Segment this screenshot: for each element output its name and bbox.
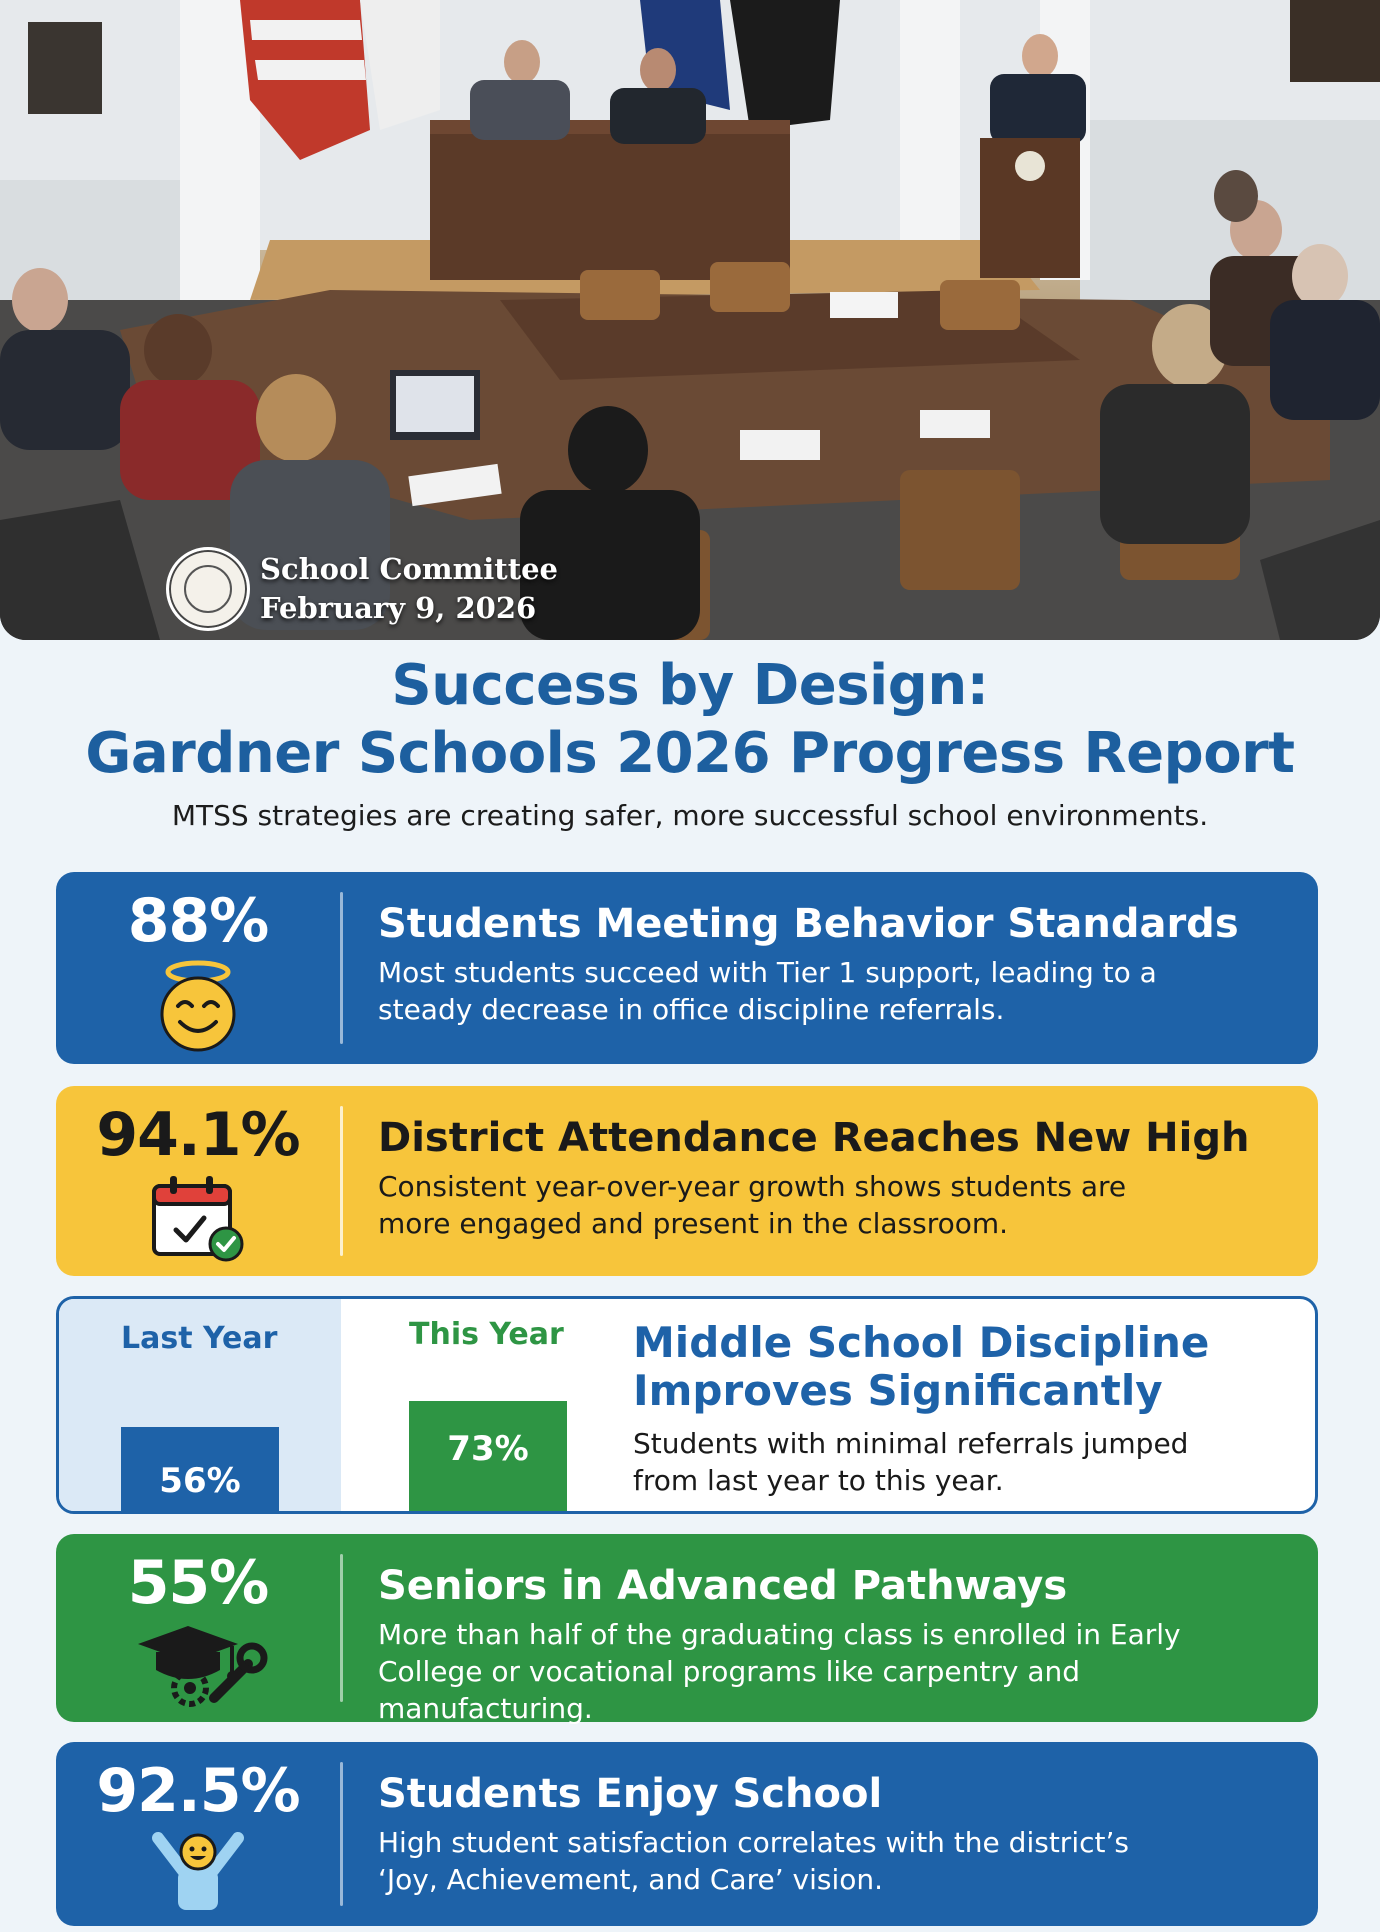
attendance-stat: 94.1% <box>96 1100 300 1170</box>
title-line-1: Success by Design: <box>391 653 989 718</box>
behavior-heading: Students Meeting Behavior Standards <box>378 901 1239 947</box>
attendance-card <box>56 1086 1318 1276</box>
photo-caption <box>166 548 558 630</box>
last-year-label: Last Year <box>121 1321 278 1356</box>
smiling-face-with-halo-icon <box>156 960 240 1052</box>
card-divider <box>340 1762 343 1906</box>
page-subtitle: MTSS strategies are creating safer, more successful school environments. <box>171 799 1209 832</box>
last-year-bar <box>121 1427 279 1511</box>
page-title <box>0 652 1380 788</box>
this-year-label: This Year <box>409 1317 564 1352</box>
calendar-check-icon <box>148 1174 248 1262</box>
discipline-heading-line-2: Improves Significantly <box>633 1366 1163 1415</box>
students-enjoy-school-card <box>56 1742 1318 1926</box>
town-seal-icon <box>166 547 250 631</box>
enjoy-stat: 92.5% <box>96 1756 300 1826</box>
enjoy-heading: Students Enjoy School <box>378 1771 883 1817</box>
discipline-desc-line-2: from last year to this year. <box>633 1464 1004 1497</box>
card-divider <box>340 1554 343 1702</box>
meeting-photo <box>0 0 1380 640</box>
behavior-desc-line-2: steady decrease in office discipline referrals. <box>378 993 1005 1026</box>
behavior-standards-card <box>56 872 1318 1064</box>
pathways-desc-line-2: College or vocational programs like carpentry and manufacturing. <box>378 1655 1080 1725</box>
caption-meeting-name: School Committee <box>260 552 558 586</box>
graduation-cap-wrench-gear-icon <box>128 1622 268 1708</box>
caption-date: February 9, 2026 <box>260 591 537 625</box>
this-year-bar <box>409 1401 567 1511</box>
behavior-stat: 88% <box>127 886 269 956</box>
enjoy-desc-line-1: High student satisfaction correlates with the district’s <box>378 1826 1129 1859</box>
card-divider <box>340 1106 343 1256</box>
title-line-2: Gardner Schools 2026 Progress Report <box>85 721 1295 786</box>
attendance-desc-line-1: Consistent year-over-year growth shows students are <box>378 1170 1127 1203</box>
meeting-room-illustration <box>0 0 1380 640</box>
attendance-heading: District Attendance Reaches New High <box>378 1115 1250 1161</box>
pathways-stat: 55% <box>127 1548 269 1618</box>
cheering-student-icon <box>148 1830 248 1910</box>
last-year-value: 56% <box>159 1461 241 1501</box>
this-year-value: 73% <box>447 1429 529 1469</box>
advanced-pathways-card <box>56 1534 1318 1725</box>
middle-school-discipline-card <box>56 1296 1318 1514</box>
card-divider <box>340 892 343 1044</box>
attendance-desc-line-2: more engaged and present in the classroom. <box>378 1207 1009 1240</box>
enjoy-desc-line-2: ‘Joy, Achievement, and Care’ vision. <box>378 1863 883 1896</box>
discipline-heading-line-1: Middle School Discipline <box>633 1318 1210 1367</box>
behavior-desc-line-1: Most students succeed with Tier 1 support, leading to a <box>378 956 1157 989</box>
pathways-desc-line-1: More than half of the graduating class is enrolled in Early <box>378 1618 1181 1651</box>
pathways-heading: Seniors in Advanced Pathways <box>378 1563 1068 1609</box>
discipline-desc-line-1: Students with minimal referrals jumped <box>633 1427 1189 1460</box>
